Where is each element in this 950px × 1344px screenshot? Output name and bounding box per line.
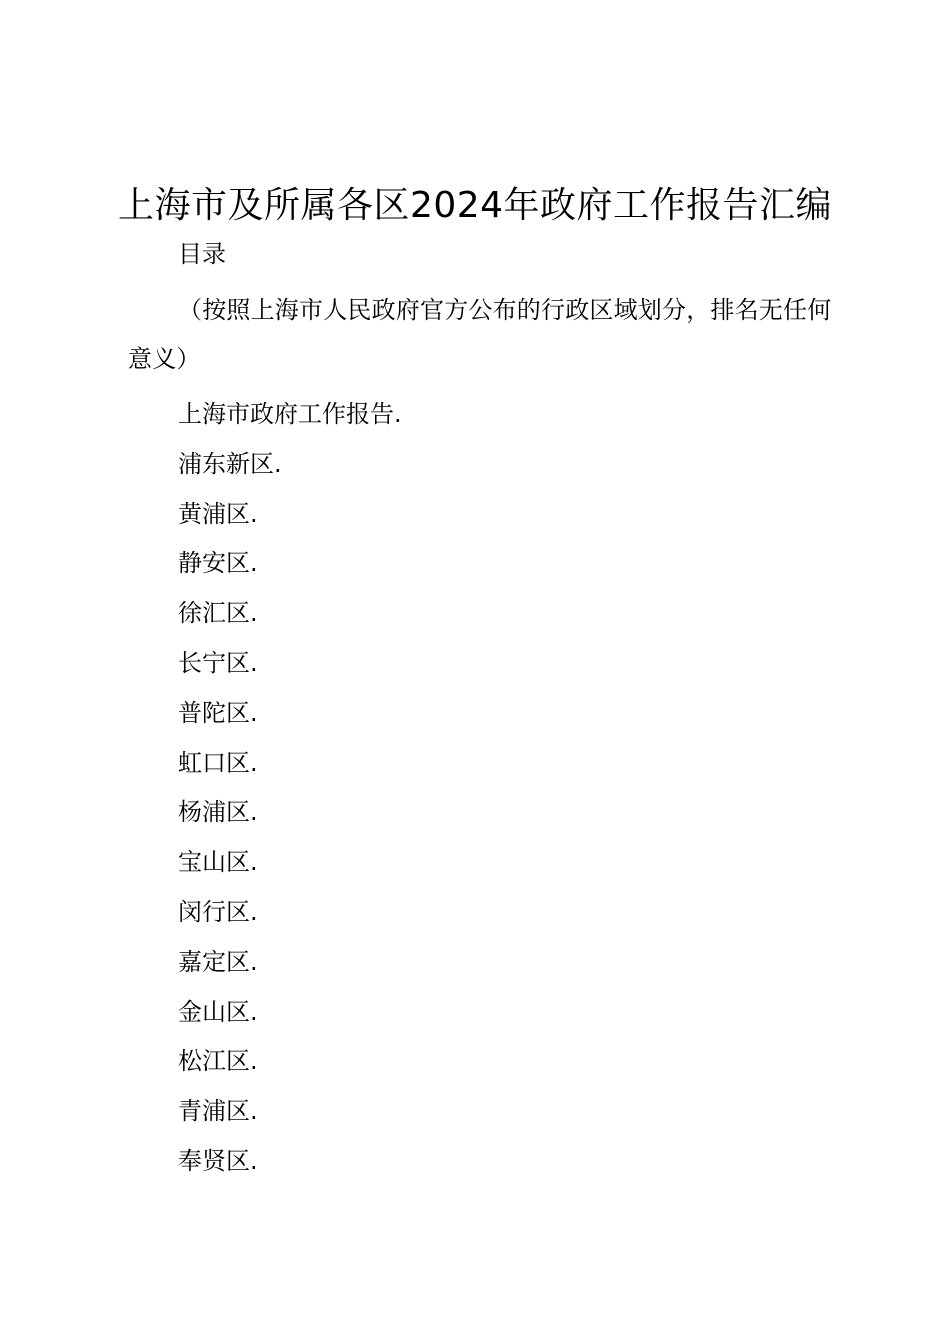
document-title: 上海市及所属各区2024年政府工作报告汇编 [117, 185, 833, 226]
toc-note: （按照上海市人民政府官方公布的行政区域划分，排名无任何意义） [128, 296, 832, 373]
toc-entry: 杨浦区. [178, 798, 258, 827]
toc-entry: 闵行区. [178, 897, 258, 926]
toc-entry: 静安区. [178, 549, 258, 578]
toc-entry: 徐汇区. [178, 599, 258, 628]
toc-entry: 长宁区. [178, 648, 258, 677]
toc-entry: 嘉定区. [178, 947, 258, 976]
toc-entry: 青浦区. [178, 1097, 258, 1126]
toc-entry: 奉贤区. [178, 1146, 258, 1175]
toc-entry: 金山区. [178, 997, 258, 1026]
toc-entry: 虹口区. [178, 748, 258, 777]
toc-entry: 浦东新区. [178, 449, 282, 478]
toc-heading: 目录 [178, 240, 226, 268]
toc-entry: 宝山区. [178, 848, 258, 877]
toc-entry: 上海市政府工作报告. [178, 400, 402, 428]
toc-entry: 普陀区. [178, 698, 258, 727]
toc-list [178, 390, 402, 1187]
toc-entry: 松江区. [178, 1047, 258, 1076]
toc-entry: 黄浦区. [178, 499, 258, 528]
